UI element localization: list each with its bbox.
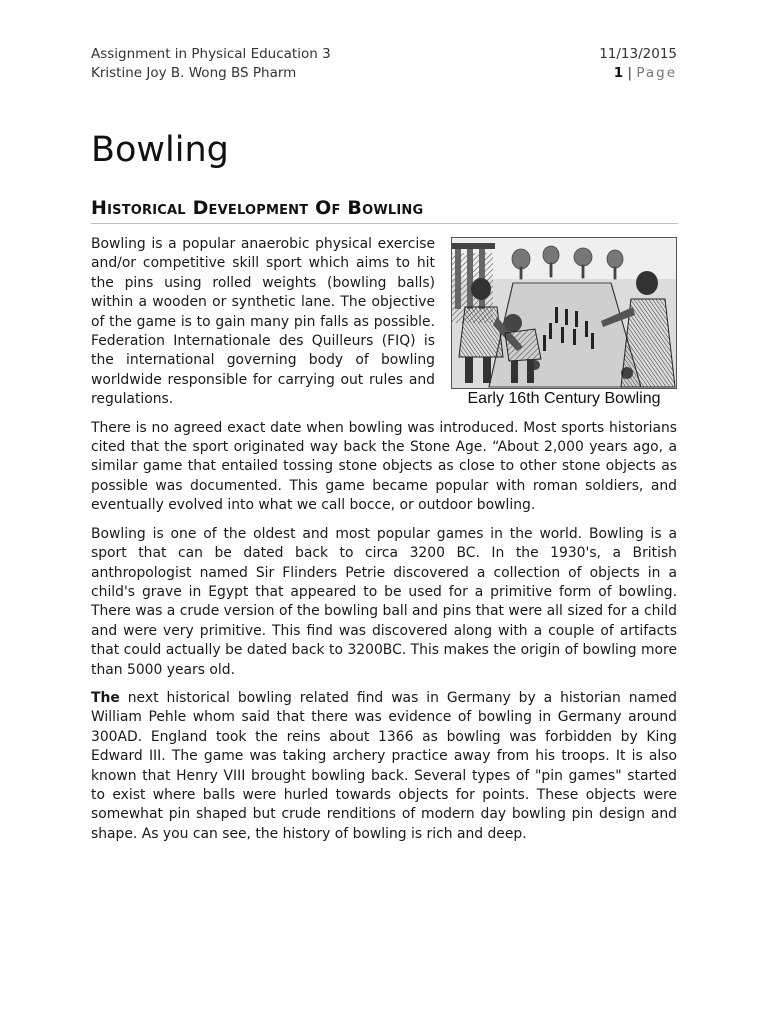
header-date: 11/13/2015 [599,46,677,62]
paragraph-origin: There is no agreed exact date when bowling was introduced. Most sports historians cited that the sport originated way back the Stone Age. “About 2,000 years ago, a similar game that entailed tossing stone objects as close to other stone objects as possible was documented. This game became popular with roman soldiers, and eventually evolved into what we call bocce, or outdoor bowling. [91,419,677,514]
paragraph-germany-text: next historical bowling related find was in Germany by a historian named William Pehle whom said that there was evidence of bowling in Germany around 300AD. England took the reins about 1366 as bowling was forbidden by King Edward III. The game was taking archery practice away from his troops. It is also known that Henry VIII brought bowling back. Several types of "pin games" started to exist where balls were hurled towards objects for points. These objects were somewhat pin shaped but crude renditions of modern day bowling pin design and shape. As you can see, the history of bowling is rich and deep. [91,689,677,842]
woodcut-illustration [451,237,677,389]
page-word: Page [636,65,677,81]
page-separator: | [623,65,637,81]
document-title: Bowling [91,130,229,170]
page-number: 1 [613,65,624,81]
header-course-line: Assignment in Physical Education 3 [91,46,331,62]
paragraph-egypt: Bowling is one of the oldest and most popular games in the world. Bowling is a sport that can be dated back to circa 3200 BC. In the 1930's, a British anthropologist named Sir Flinders Petrie discovered a collection of objects in a child's grave in Egypt that appeared to be used for a primitive form of bowling. There was a crude version of the bowling ball and pins that were all sized for a child and were very primitive. This find was discovered along with a couple of artifacts that could actually be dated back to 3200BC. This makes the origin of bowling more than 5000 years old. [91,525,677,678]
document-body [91,235,677,853]
page-header-right [599,45,677,83]
paragraph-intro: Bowling is a popular anaerobic physical exercise and/or competitive skill sport which aims to hit the pins using rolled weights (bowling balls) within a wooden or synthetic lane. The objective of the game is to gain many pin falls as possible. Federation Internationale des Quilleurs (FIQ) is the international governing body of bowling worldwide responsible for carrying out rules and regulations. [91,236,435,408]
figure-early-bowling [445,237,677,409]
figure-caption: Early 16th Century Bowling [451,389,677,409]
paragraph-germany-lead: The [91,689,120,706]
header-author-line: Kristine Joy B. Wong BS Pharm [91,65,297,81]
page-header-left [91,45,331,83]
section-heading: Historical Development Of Bowling [91,194,678,224]
paragraph-germany [91,689,677,844]
header-page-indicator [599,64,677,83]
